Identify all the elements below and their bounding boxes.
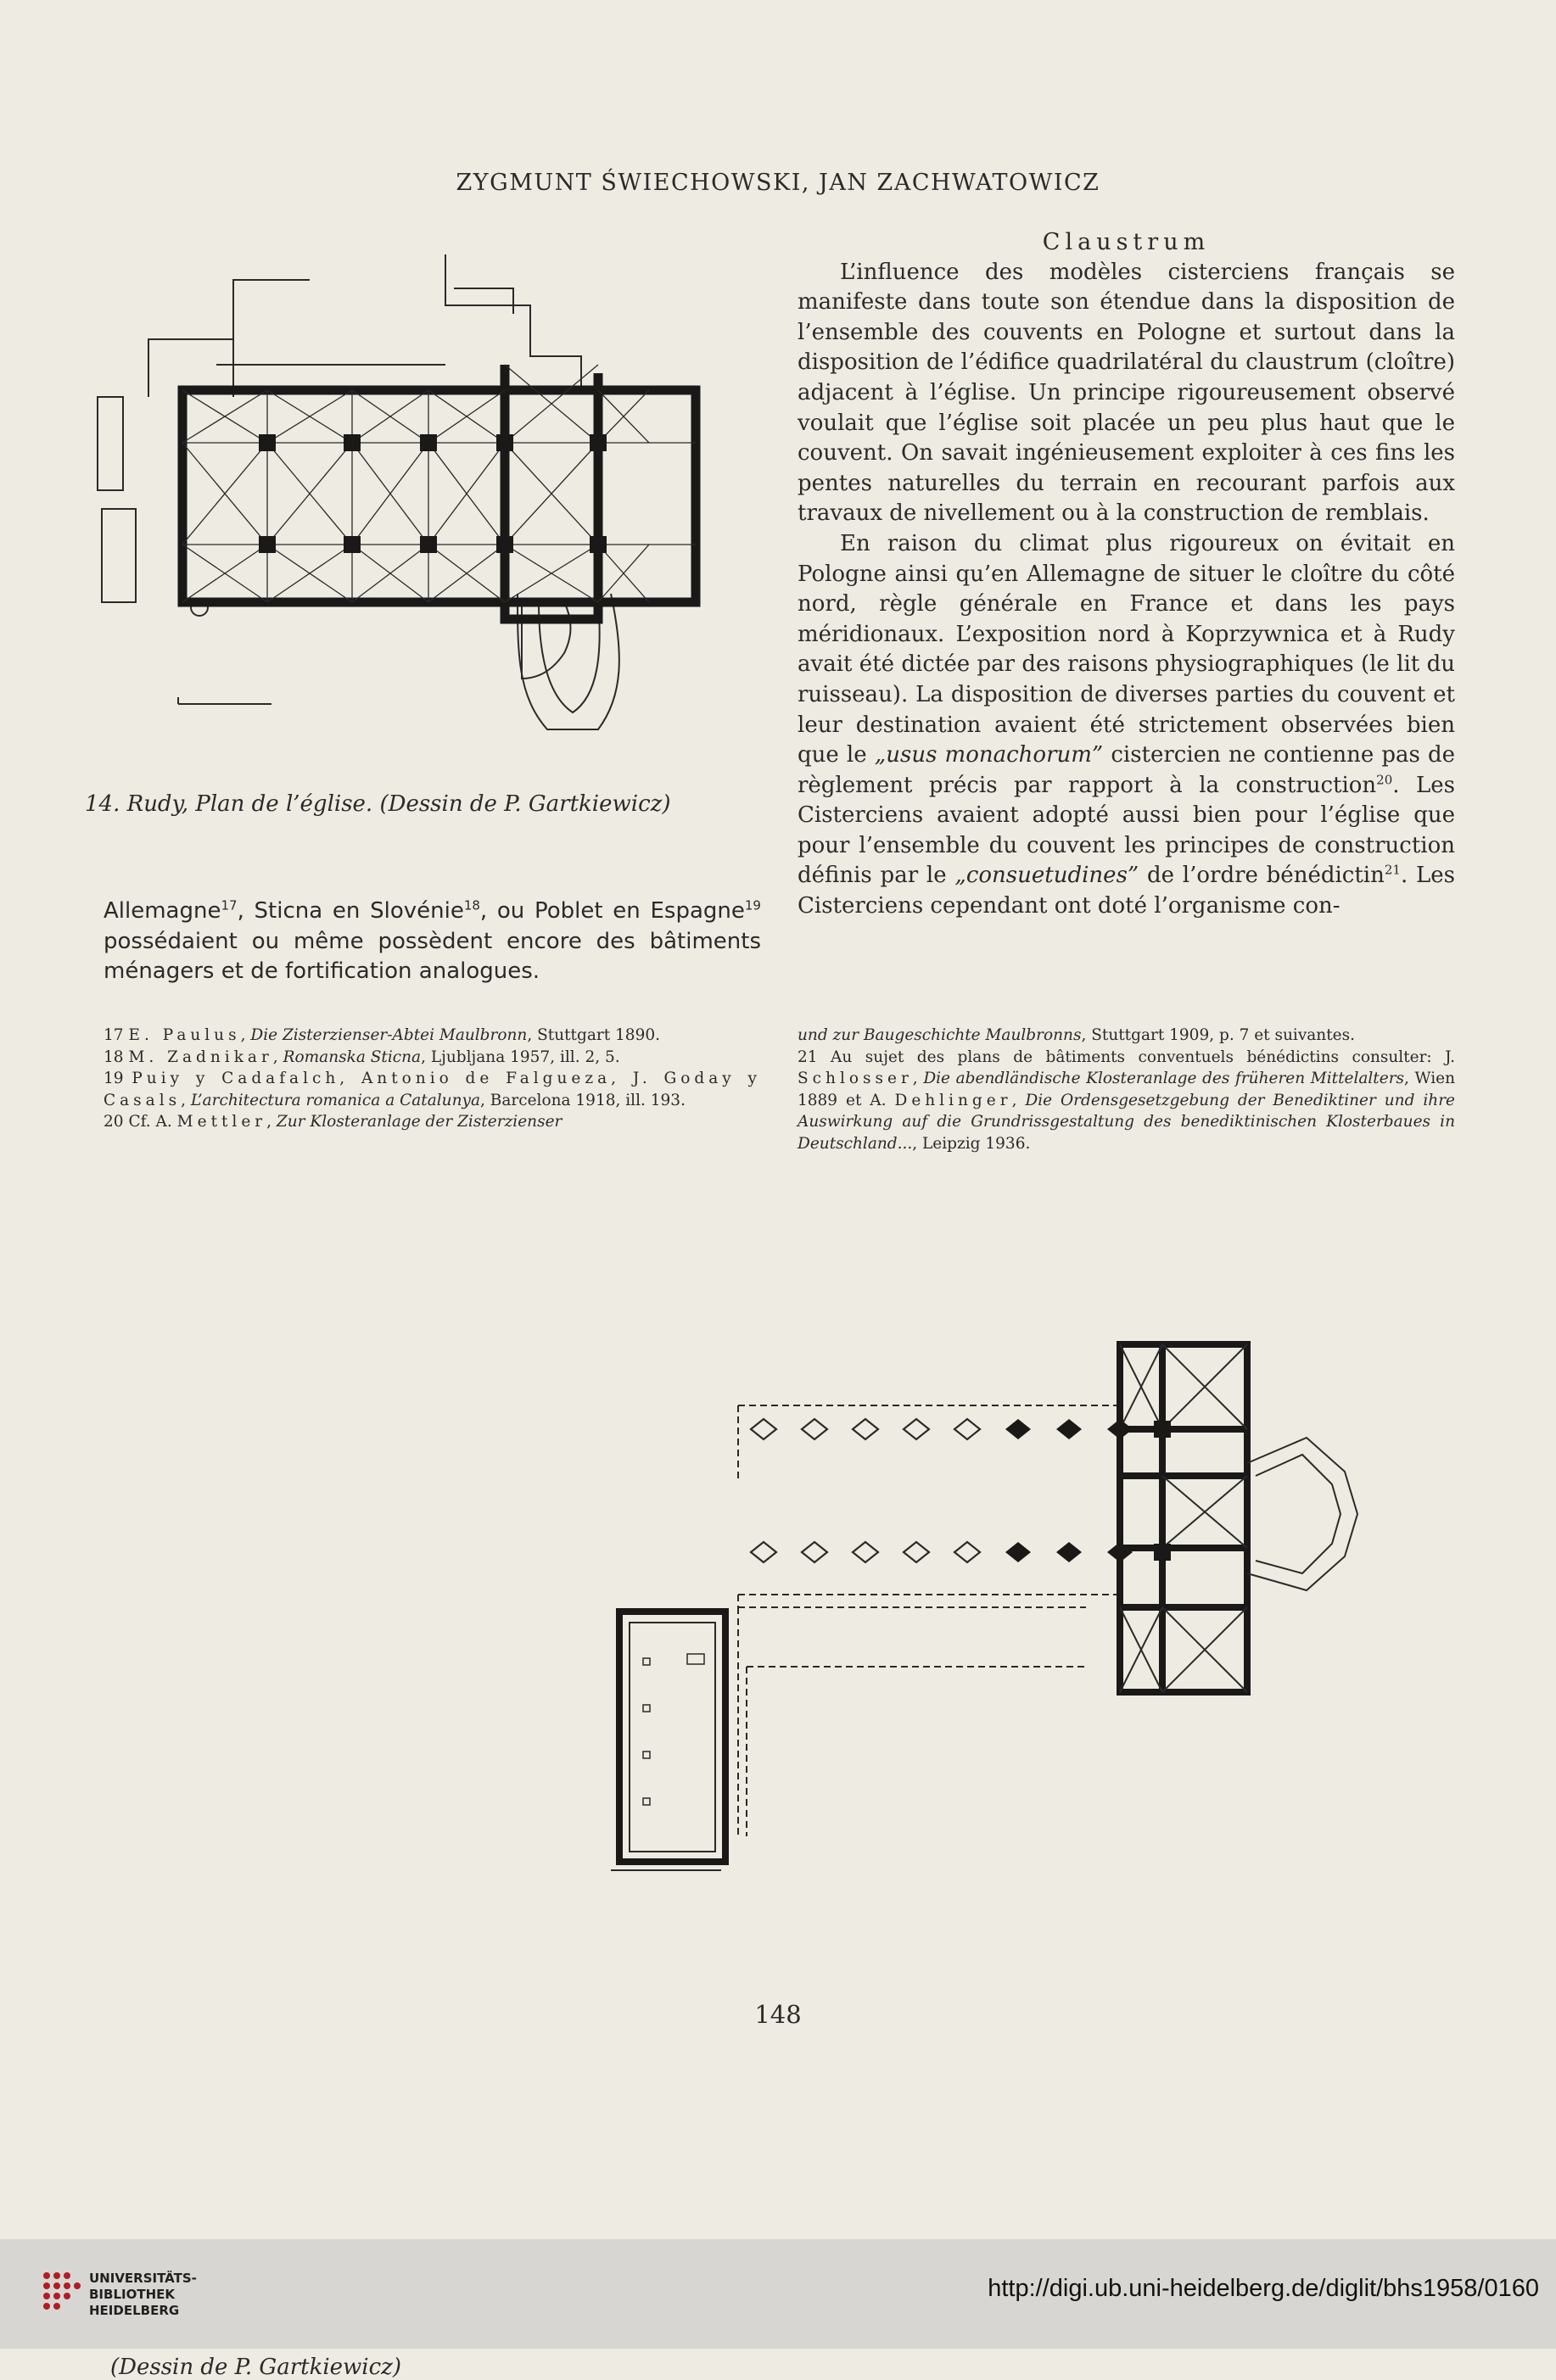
footnote-20-continued: und zur Baugeschichte Maulbronns, Stuttgart 1909, p. 7 et suivantes.	[798, 1026, 1355, 1044]
left-column-text: Allemagne$^{17}$, Sticna en Slovénie$^{18}$, ou Poblet en Espagne$^{19}$ possédaient ou même possèdent encore des bâtiments ménagers et de fortification analogues.	[104, 897, 761, 985]
paragraph-1: L’influence des modèles cisterciens français se manifeste dans toute son étendue dans la disposition de l’ensemble des couvents en Pologne et surtout dans la disposition de l’édifice quadrilatéral du claustrum (cloître) adjacent à l’église. Un principe rigoureusement observé voulait que l’église soit placée un peu plus haut que le couvent. On savait ingénieusement exploiter à ces fins les pentes naturelles du terrain en recourant parfois aux travaux de nivellement ou à la construction de remblais.	[798, 259, 1455, 527]
footnote-19: 19 Puiy y Cadafalch, Antonio de Falgueza, J. Goday y Casals, L’architectura romanica a Catalunya, Barcelona 1918, ill. 193.	[104, 1070, 761, 1109]
library-logo-icon	[38, 2267, 85, 2314]
running-header: ZYGMUNT ŚWIECHOWSKI, JAN ZACHWATOWICZ	[456, 170, 1100, 196]
library-name: UNIVERSITÄTS- BIBLIOTHEK HEIDELBERG	[89, 2271, 197, 2318]
figure-15-floor-plan	[577, 1327, 1468, 1879]
section-title: Claustrum	[1042, 229, 1211, 255]
figure-14-floor-plan	[89, 254, 751, 772]
footnote-20: 20 Cf. A. Mettler, Zur Klosteranlage der Zisterzienser	[104, 1113, 563, 1131]
footnotes-left	[104, 1025, 761, 1133]
footnote-17: 17 E. Paulus, Die Zisterzienser-Abtei Maulbronn, Stuttgart 1890.	[104, 1026, 660, 1044]
right-column-text	[798, 227, 1455, 922]
source-url-link[interactable]: http://digi.ub.uni-heidelberg.de/diglit/bhs1958/0160	[988, 2275, 1539, 2302]
page-number: 148	[754, 2000, 802, 2029]
figure-14-caption: 14. Rudy, Plan de l’église. (Dessin de P. Gartkiewicz)	[85, 791, 671, 817]
footnotes-right	[798, 1025, 1455, 1155]
figure-15-caption-line-2: (Dessin de P. Gartkiewicz)	[110, 2355, 402, 2380]
footnote-21: 21 Au sujet des plans de bâtiments conventuels bénédictins consulter: J. Schlosser, Die abendländische Klosteranlage des früheren Mittelalters, Wien 1889 et A. Dehlinger, Die Ordensgesetzgebung der Benediktiner und ihre Auswirkung auf die Grundrissgestaltung des benediktinischen Klosterbaues in Deutschland..., Leipzig 1936.	[798, 1048, 1456, 1153]
paragraph-2: En raison du climat plus rigoureux on évitait en Pologne ainsi qu’en Allemagne de situer le cloître du côté nord, règle générale en France et dans les pays méridionaux. L’exposition nord à Koprzywnica et à Rudy avait été dictée par des raisons physiographiques (le lit du ruisseau). La disposition de diverses parties du couvent et leur destination avaient été strictement observées bien que le „usus monachorum” cistercien ne contienne pas de règlement précis par rapport à la construction$^{20}$. Les Cisterciens avaient adopté aussi bien pour l’église que pour l’ensemble du couvent les principes de construction définis par le „consuetudines” de l’ordre bénédictin$^{21}$. Les Cisterciens cependant ont doté l’organisme con-	[798, 530, 1456, 919]
footnote-18: 18 M. Zadnikar, Romanska Sticna, Ljubljana 1957, ill. 2, 5.	[104, 1048, 620, 1066]
